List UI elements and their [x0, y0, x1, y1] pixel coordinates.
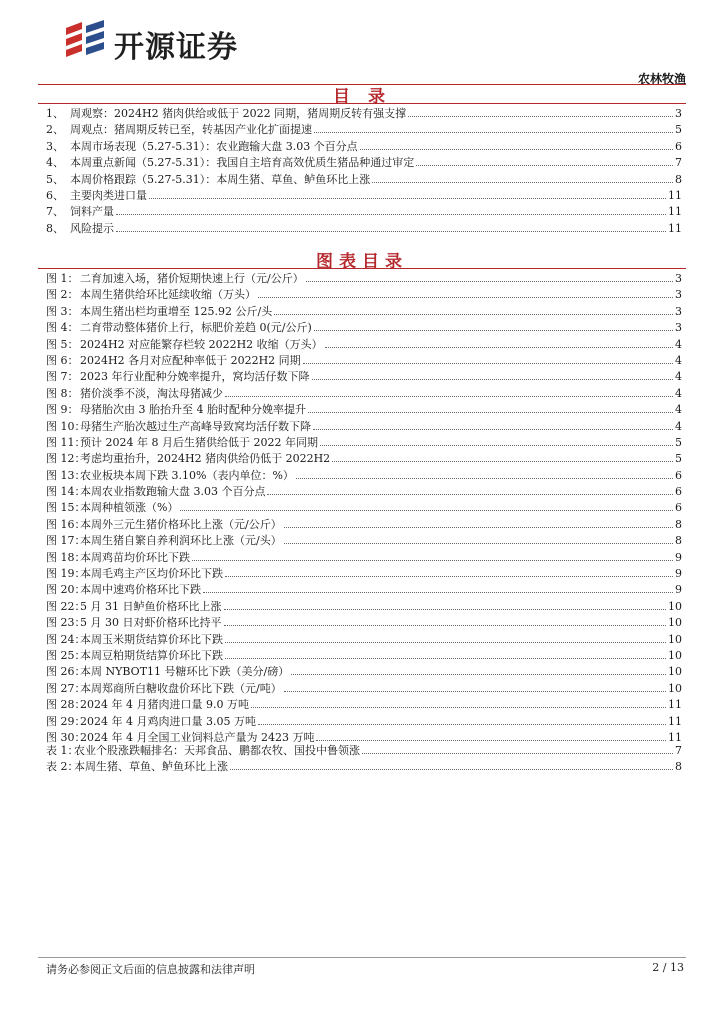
- table-index-list: [46, 743, 682, 776]
- entry-page-number: 11: [668, 205, 682, 219]
- leader-dots: [284, 526, 673, 528]
- leader-dots: [203, 591, 673, 593]
- leader-dots: [258, 296, 673, 298]
- page-indicator: 2 / 13: [652, 961, 684, 974]
- leader-dots: [332, 460, 673, 462]
- figure-entry[interactable]: [46, 271, 682, 287]
- entry-page-number: 6: [675, 485, 682, 499]
- entry-number: 3、: [46, 139, 64, 153]
- entry-text: 本周种植领涨（%）: [80, 501, 179, 515]
- entry-number: 图 7：: [46, 370, 79, 384]
- entry-page-number: 11: [668, 698, 682, 712]
- entry-text: 二育加速入场，猪价短期快速上行（元/公斤）: [80, 272, 304, 285]
- industry-label: 农林牧渔: [637, 72, 686, 86]
- figure-entry[interactable]: [46, 304, 682, 320]
- entry-text: 本周豆粕期货结算价环比下跌: [80, 648, 223, 662]
- entry-text: 本周 NYBOT11 号糖环比下跌（美分/磅）: [80, 665, 290, 679]
- entry-page-number: 3: [675, 272, 682, 285]
- figure-index-list: [46, 271, 682, 746]
- entry-text: 本周中速鸡价格环比下跌: [80, 583, 201, 597]
- figure-entry[interactable]: [46, 648, 682, 664]
- entry-page-number: 4: [675, 337, 682, 351]
- leader-dots: [116, 213, 666, 215]
- entry-page-number: 7: [675, 156, 682, 170]
- entry-number: 图 28：: [46, 698, 86, 712]
- leader-dots: [284, 690, 666, 692]
- entry-text: 本周毛鸡主产区均价环比下跌: [80, 567, 223, 581]
- entry-text: 风险提示: [70, 221, 114, 235]
- entry-number: 8、: [46, 221, 64, 235]
- figure-entry[interactable]: [46, 714, 682, 730]
- entry-number: 图 9：: [46, 403, 79, 417]
- figure-entry[interactable]: [46, 615, 682, 631]
- entry-text: 二育带动整体猪价上行，标肥价差趋 0(元/公斤): [80, 321, 312, 335]
- entry-number: 图 25：: [46, 648, 86, 662]
- entry-text: 2023 年行业配种分娩率提升，窝均活仔数下降: [80, 370, 310, 384]
- entry-number: 5、: [46, 172, 64, 186]
- toc-entry[interactable]: [46, 106, 682, 122]
- entry-number: 1、: [46, 107, 64, 120]
- leader-dots: [225, 395, 673, 397]
- leader-dots: [225, 575, 673, 577]
- entry-number: 4、: [46, 156, 64, 170]
- entry-text: 5 月 31 日鲈鱼价格环比上涨: [80, 599, 222, 613]
- entry-text: 2024H2 对应能繁存栏较 2022H2 收缩（万头）: [80, 337, 323, 351]
- entry-page-number: 6: [675, 501, 682, 515]
- entry-page-number: 6: [675, 468, 682, 482]
- leader-dots: [116, 230, 666, 232]
- leader-dots: [306, 280, 673, 282]
- entry-text: 本周鸡苗均价环比下跌: [80, 550, 190, 564]
- entry-page-number: 10: [668, 616, 682, 630]
- entry-text: 2024H2 各月对应配种率低于 2022H2 同期: [80, 353, 301, 367]
- leader-dots: [225, 641, 666, 643]
- leader-dots: [320, 444, 673, 446]
- entry-page-number: 8: [675, 517, 682, 531]
- entry-text: 本周生猪、草鱼、鲈鱼环比上涨: [74, 760, 228, 774]
- entry-page-number: 6: [675, 139, 682, 153]
- logo-mark-icon: [60, 18, 110, 66]
- entry-page-number: 4: [675, 403, 682, 417]
- entry-text: 猪价淡季不淡，淘汰母猪减少: [80, 386, 223, 400]
- figure-title-divider: [38, 268, 686, 269]
- toc-entry[interactable]: [46, 204, 682, 220]
- entry-page-number: 8: [675, 534, 682, 548]
- figure-entry[interactable]: [46, 337, 682, 353]
- leader-dots: [308, 411, 673, 413]
- entry-text: 主要肉类进口量: [70, 188, 147, 202]
- entry-number: 图 19：: [46, 567, 86, 581]
- entry-text: 本周市场表现（5.27-5.31）：农业跑输大盘 3.03 个百分点: [70, 139, 358, 153]
- entry-number: 图 4：: [46, 321, 79, 335]
- entry-number: 图 24：: [46, 632, 86, 646]
- entry-number: 表 2：: [46, 760, 79, 774]
- figure-entry[interactable]: [46, 386, 682, 402]
- toc-list: [46, 106, 682, 237]
- figure-entry[interactable]: [46, 287, 682, 303]
- leader-dots: [416, 164, 673, 166]
- leader-dots: [274, 313, 673, 315]
- toc-entry[interactable]: [46, 122, 682, 138]
- entry-number: 图 23：: [46, 616, 86, 630]
- entry-page-number: 9: [675, 567, 682, 581]
- leader-dots: [316, 739, 666, 741]
- entry-page-number: 8: [675, 172, 682, 186]
- entry-text: 饲料产量: [70, 205, 114, 219]
- entry-text: 本周郑商所白糖收盘价环比下跌（元/吨）: [80, 681, 282, 695]
- leader-dots: [296, 477, 673, 479]
- leader-dots: [192, 559, 673, 561]
- leader-dots: [360, 148, 673, 150]
- figure-index-title: 图表目录: [316, 252, 408, 272]
- entry-page-number: 10: [668, 681, 682, 695]
- entry-number: 图 2：: [46, 288, 79, 302]
- toc-title-divider: [38, 103, 686, 104]
- leader-dots: [225, 657, 666, 659]
- entry-text: 母猪胎次由 3 胎抬升至 4 胎时配种分娩率提升: [80, 403, 306, 417]
- figure-entry[interactable]: [46, 435, 682, 451]
- logo-text: 开源证券: [114, 30, 238, 65]
- entry-text: 2024 年 4 月猪肉进口量 9.0 万吨: [80, 698, 249, 712]
- entry-text: 农业板块本周下跌 3.10%（表内单位：%）: [80, 468, 294, 482]
- leader-dots: [325, 346, 673, 348]
- entry-number: 图 26：: [46, 665, 86, 679]
- entry-page-number: 5: [675, 452, 682, 466]
- entry-number: 7、: [46, 205, 64, 219]
- leader-dots: [267, 493, 673, 495]
- entry-text: 本周农业指数跑输大盘 3.03 个百分点: [80, 485, 266, 499]
- entry-page-number: 3: [675, 321, 682, 335]
- entry-page-number: 4: [675, 386, 682, 400]
- entry-number: 图 29：: [46, 714, 86, 728]
- entry-number: 图 11：: [46, 435, 86, 449]
- figure-entry[interactable]: [46, 402, 682, 418]
- entry-page-number: 3: [675, 107, 682, 120]
- figure-entry[interactable]: [46, 484, 682, 500]
- leader-dots: [312, 378, 674, 380]
- entry-number: 图 30：: [46, 730, 86, 744]
- footer-disclaimer: 请务必参阅正文后面的信息披露和法律声明: [46, 963, 255, 976]
- leader-dots: [372, 181, 673, 183]
- entry-number: 2、: [46, 123, 64, 137]
- leader-dots: [314, 329, 673, 331]
- toc-entry[interactable]: [46, 221, 682, 237]
- entry-number: 图 20：: [46, 583, 86, 597]
- figure-entry[interactable]: [46, 681, 682, 697]
- figure-entry[interactable]: [46, 419, 682, 435]
- figure-entry[interactable]: [46, 353, 682, 369]
- leader-dots: [284, 542, 673, 544]
- entry-number: 表 1：: [46, 744, 79, 757]
- entry-text: 预计 2024 年 8 月后生猪供给低于 2022 年同期: [80, 435, 318, 449]
- entry-page-number: 4: [675, 419, 682, 433]
- entry-text: 考虑均重抬升，2024H2 猪肉供给仍低于 2022H2: [80, 452, 331, 466]
- toc-entry[interactable]: [46, 188, 682, 204]
- entry-text: 本周生猪出栏均重增至 125.92 公斤/头: [80, 304, 273, 318]
- entry-page-number: 11: [668, 221, 682, 235]
- entry-number: 图 10：: [46, 419, 86, 433]
- entry-text: 本周玉米期货结算价环比下跌: [80, 632, 223, 646]
- entry-page-number: 5: [675, 123, 682, 137]
- figure-entry[interactable]: [46, 451, 682, 467]
- entry-text: 本周生猪供给环比延续收缩（万头）: [80, 288, 256, 302]
- figure-entry[interactable]: [46, 697, 682, 713]
- figure-entry[interactable]: [46, 533, 682, 549]
- figure-entry[interactable]: [46, 582, 682, 598]
- entry-text: 本周价格跟踪（5.27-5.31）：本周生猪、草鱼、鲈鱼环比上涨: [70, 172, 371, 186]
- footer-divider: [38, 957, 686, 958]
- figure-entry[interactable]: [46, 550, 682, 566]
- leader-dots: [291, 673, 666, 675]
- entry-number: 图 13：: [46, 468, 86, 482]
- entry-text: 农业个股涨跌幅排名：天邦食品、鹏都农牧、国投中鲁领涨: [74, 744, 360, 757]
- entry-number: 图 18：: [46, 550, 86, 564]
- figure-entry[interactable]: [46, 632, 682, 648]
- entry-page-number: 5: [675, 435, 682, 449]
- entry-page-number: 3: [675, 304, 682, 318]
- entry-page-number: 4: [675, 370, 682, 384]
- figure-entry[interactable]: [46, 517, 682, 533]
- entry-page-number: 10: [668, 632, 682, 646]
- toc-entry[interactable]: [46, 172, 682, 188]
- leader-dots: [224, 624, 667, 626]
- entry-page-number: 8: [675, 760, 682, 774]
- entry-page-number: 9: [675, 583, 682, 597]
- page-header: [60, 18, 686, 86]
- entry-page-number: 3: [675, 288, 682, 302]
- leader-dots: [180, 509, 673, 511]
- entry-number: 图 22：: [46, 599, 86, 613]
- figure-entry[interactable]: [46, 468, 682, 484]
- entry-page-number: 11: [668, 714, 682, 728]
- entry-page-number: 9: [675, 550, 682, 564]
- figure-entry[interactable]: [46, 500, 682, 516]
- entry-text: 周观察：2024H2 猪肉供给或低于 2022 同期，猪周期反转有强支撑: [70, 107, 407, 120]
- entry-number: 图 6：: [46, 353, 79, 367]
- figure-entry[interactable]: [46, 320, 682, 336]
- company-logo: [60, 18, 290, 66]
- entry-text: 本周外三元生猪价格环比上涨（元/公斤）: [80, 517, 282, 531]
- figure-entry[interactable]: [46, 566, 682, 582]
- entry-text: 周观点：猪周期反转已至，转基因产业化扩面提速: [70, 123, 312, 137]
- entry-text: 2024 年 4 月全国工业饲料总产量为 2423 万吨: [80, 730, 315, 744]
- entry-page-number: 10: [668, 665, 682, 679]
- leader-dots: [313, 428, 673, 430]
- leader-dots: [149, 197, 666, 199]
- entry-number: 图 8：: [46, 386, 79, 400]
- figure-entry[interactable]: [46, 664, 682, 680]
- leader-dots: [258, 723, 666, 725]
- entry-number: 图 5：: [46, 337, 79, 351]
- entry-number: 图 12：: [46, 452, 86, 466]
- figure-entry[interactable]: [46, 369, 682, 385]
- toc-entry[interactable]: [46, 155, 682, 171]
- leader-dots: [224, 608, 667, 610]
- leader-dots: [303, 362, 673, 364]
- entry-text: 2024 年 4 月鸡肉进口量 3.05 万吨: [80, 714, 256, 728]
- entry-text: 5 月 30 日对虾价格环比持平: [80, 616, 222, 630]
- table-entry[interactable]: [46, 743, 682, 759]
- entry-number: 图 1：: [46, 272, 79, 285]
- entry-page-number: 11: [668, 730, 682, 744]
- entry-number: 6、: [46, 188, 64, 202]
- entry-number: 图 17：: [46, 534, 86, 548]
- entry-number: 图 3：: [46, 304, 79, 318]
- entry-text: 本周重点新闻（5.27-5.31）：我国自主培育高效优质生猪品种通过审定: [70, 156, 415, 170]
- toc-entry[interactable]: [46, 139, 682, 155]
- entry-text: 母猪生产胎次越过生产高峰导致窝均活仔数下降: [80, 419, 311, 433]
- entry-number: 图 15：: [46, 501, 86, 515]
- leader-dots: [314, 131, 673, 133]
- entry-number: 图 16：: [46, 517, 86, 531]
- leader-dots: [251, 706, 666, 708]
- entry-page-number: 7: [675, 744, 682, 757]
- leader-dots: [230, 768, 673, 770]
- entry-number: 图 27：: [46, 681, 86, 695]
- toc-title: 目 录: [333, 87, 391, 107]
- leader-dots: [408, 115, 673, 117]
- entry-text: 本周生猪自繁自养利润环比上涨（元/头）: [80, 534, 282, 548]
- entry-number: 图 14：: [46, 485, 86, 499]
- entry-page-number: 10: [668, 648, 682, 662]
- figure-entry[interactable]: [46, 599, 682, 615]
- table-entry[interactable]: [46, 759, 682, 775]
- entry-page-number: 4: [675, 353, 682, 367]
- entry-page-number: 10: [668, 599, 682, 613]
- leader-dots: [362, 752, 673, 754]
- entry-page-number: 11: [668, 188, 682, 202]
